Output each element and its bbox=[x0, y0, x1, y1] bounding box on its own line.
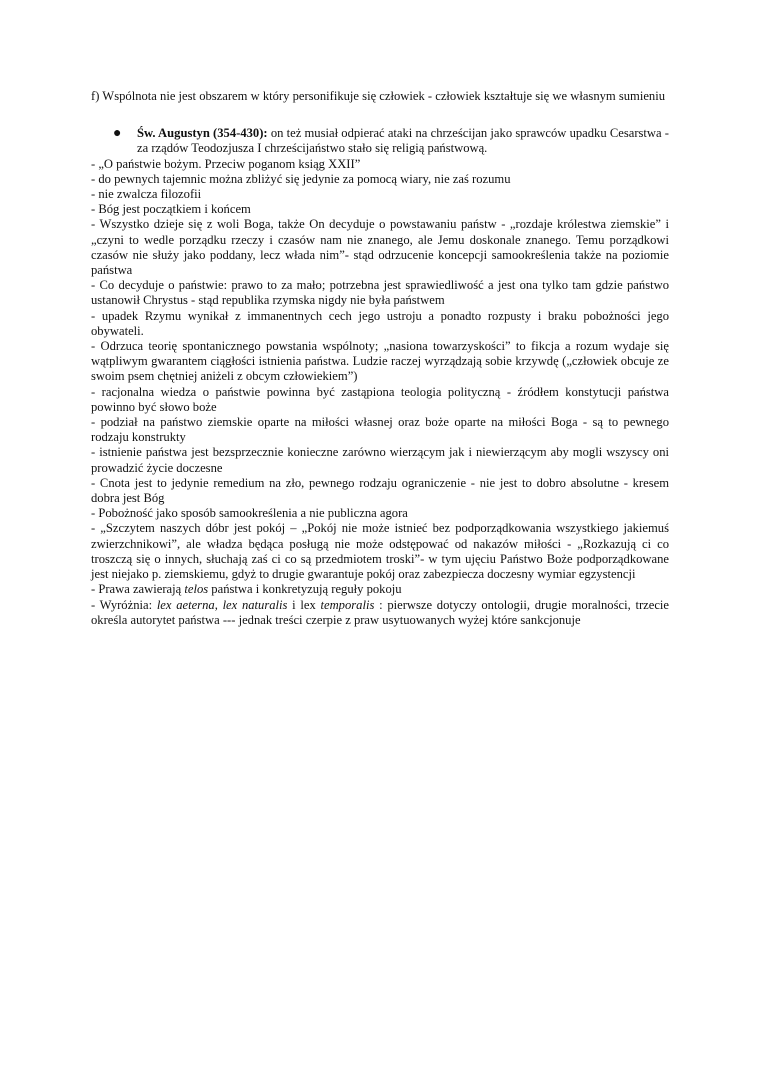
lex-part-2: , bbox=[214, 597, 223, 612]
list-item: - Pobożność jako sposób samookreślenia a nie publiczna agora bbox=[91, 506, 408, 521]
lex-aeterna: lex aeterna bbox=[156, 597, 215, 612]
bullet-text: on też musiał odpierać ataki na chrześcijan jako sprawców upadku Cesarstwa - za rządów Teodozjusza I chrześcijaństwo stało się religią państwową. bbox=[137, 126, 670, 156]
list-item: - racjonalna wiedza o państwie powinna być zastąpiona teologia polityczną - źródłem konstytucji państwa powinno być słowo boże bbox=[91, 384, 669, 414]
lex-naturalis: lex naturalis bbox=[222, 597, 288, 612]
telos-after: państwa i konkretyzują reguły pokoju bbox=[208, 582, 402, 597]
bullet-heading: Św. Augustyn (354-430): bbox=[137, 126, 268, 141]
list-item: - upadek Rzymu wynikał z immanentnych cech jego ustroju a ponadto rozpusty i braku pobożności jego obywateli. bbox=[91, 308, 669, 338]
lex-part-3: i lex bbox=[287, 597, 321, 612]
lex-part-1: - Wyróżnia: bbox=[91, 597, 157, 612]
intro-paragraph: f) Wspólnota nie jest obszarem w który personifikuje się człowiek - człowiek kształtuje się we własnym sumieniu bbox=[91, 89, 666, 103]
paragraph-gap bbox=[91, 104, 669, 126]
list-item: - „Szczytem naszych dóbr jest pokój – „Pokój nie może istnieć bez podporządkowania wszystkiego jakiemuś zwierzchnikowi”, ale władza będąca posługą nie może odstępować od nakazów miłości - „Rozkazują ci co troszczą się o innych, słuchają zaś ci co są przedmiotem troski”- w tym ujęciu Państwo Boże podporządkowane jest niejako p. ziemskiemu, gdyż to drugie gwarantuje pokój oraz zabezpiecza doczesny wymiar egzystencji bbox=[91, 521, 669, 582]
telos-list-item bbox=[91, 582, 669, 597]
list-item: - Co decyduje o państwie: prawo to za mało; potrzebna jest sprawiedliwość a jest ona tylko tam gdzie państwo ustanowił Chrystus - stąd republika rzymska nigdy nie była państwem bbox=[91, 278, 669, 308]
telos-italic: telos bbox=[184, 582, 209, 597]
list-item: - „O państwie bożym. Przeciw poganom ksiąg XXII” bbox=[91, 156, 361, 171]
list-item: - Odrzuca teorię spontanicznego powstania wspólnoty; „nasiona towarzyskości” to fikcja a rozum wydaje się wątpliwym gwarantem ciągłości istnienia państwa. Ludzie raczej wyrządzają sobie krzywdę („człowiek obcuje ze swoim psem chętniej aniżeli z obcym człowiekiem”) bbox=[91, 339, 669, 384]
list-item: - podział na państwo ziemskie oparte na miłości własnej oraz boże oparte na miłości Boga - są to pewnego rodzaju konstrukty bbox=[91, 415, 669, 445]
lex-temporalis: temporalis bbox=[320, 597, 375, 612]
bullet-dot-icon: ● bbox=[113, 126, 122, 142]
list-item: - nie zwalcza filozofii bbox=[91, 187, 202, 202]
lex-list-item bbox=[91, 598, 669, 628]
augustine-bullet bbox=[91, 126, 669, 156]
list-item: - Wszystko dzieje się z woli Boga, także On decyduje o powstawaniu państw - „rozdaje królestwa ziemskie” i „czyni to wedle porządku rzeczy i czasów nam nie znanego, ale Jemu doskonale znanego. Temu porządkowi czasów nie służy jako poddany, lecz włada nim”- stąd odrzucenie koncepcji samookreślenia także na poziomie państwa bbox=[91, 217, 669, 278]
document-page bbox=[91, 89, 669, 628]
list-item: - Bóg jest początkiem i końcem bbox=[91, 202, 251, 217]
list-item: - istnienie państwa jest bezsprzecznie konieczne zarówno wierzącym jak i niewierzącym aby mogli wszyscy oni prowadzić życie doczesne bbox=[91, 445, 669, 475]
telos-before: - Prawa zawierają bbox=[91, 582, 185, 597]
list-item: - Cnota jest to jedynie remedium na zło, pewnego rodzaju ograniczenie - nie jest to dobro absolutne - kresem dobra jest Bóg bbox=[91, 475, 669, 506]
lex-part-4: : pierwsze dotyczy ontologii, drugie moralności, trzecie określa autorytet państwa --- jednak treści czerpie z praw usytuowanych wyżej które sankcjonuje bbox=[91, 597, 669, 627]
list-item: - do pewnych tajemnic można zbliżyć się jedynie za pomocą wiary, nie zaś rozumu bbox=[91, 171, 511, 186]
